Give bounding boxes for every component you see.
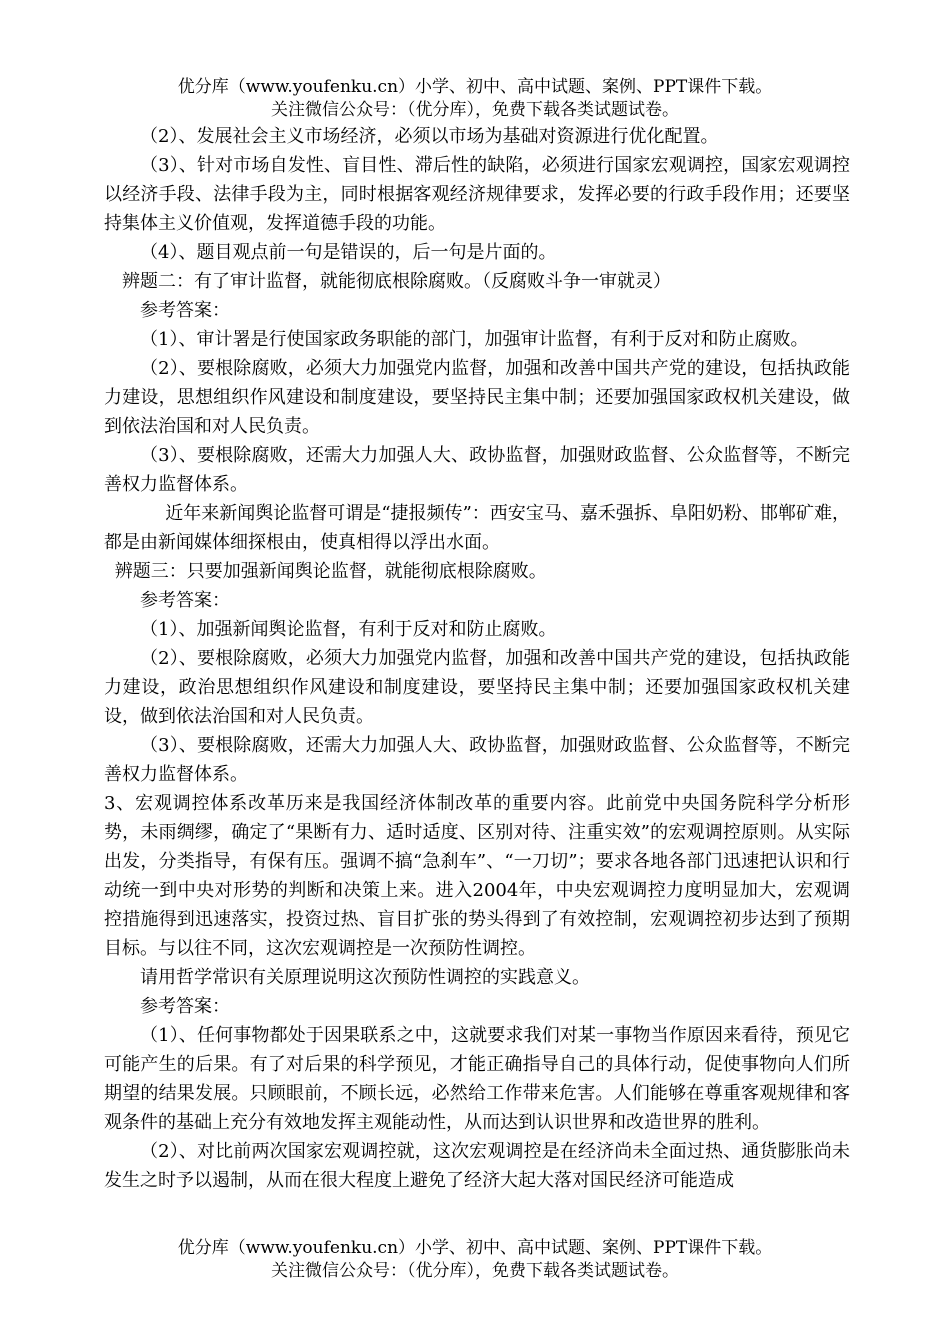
- paragraph: （2）、发展社会主义市场经济，必须以市场为基础对资源进行优化配置。: [140, 126, 719, 147]
- answer-label: 参考答案：: [140, 996, 230, 1017]
- footer-line-1: 优分库（www.youfenku.cn）小学、初中、高中试题、案例、PPT课件下载。: [177, 1238, 773, 1258]
- paragraph: （3）、针对市场自发性、盲目性、滞后性的缺陷，必须进行国家宏观调控，国家宏观调控以经济手段、法律手段为主，同时根据客观经济规律要求，发挥必要的行政手段作用；还要坚持集体主义价值观，发挥道德手段的功能。: [104, 155, 850, 234]
- page-footer: [0, 1237, 950, 1283]
- paragraph: （3）、要根除腐败，还需大力加强人大、政协监督，加强财政监督、公众监督等，不断完善权力监督体系。: [104, 445, 850, 495]
- paragraph: （1）、加强新闻舆论监督，有利于反对和防止腐败。: [140, 619, 557, 640]
- page-header: [0, 76, 950, 122]
- header-line-1: 优分库（www.youfenku.cn）小学、初中、高中试题、案例、PPT课件下载。: [177, 77, 773, 97]
- header-line-2: 关注微信公众号：（优分库），免费下载各类试题试卷。: [271, 100, 679, 120]
- paragraph: 近年来新闻舆论监督可谓是“捷报频传”：西安宝马、嘉禾强拆、阜阳奶粉、邯郸矿难，都是由新闻媒体细探根由，使真相得以浮出水面。: [104, 503, 850, 553]
- paragraph: （1）、审计署是行使国家政务职能的部门，加强审计监督，有利于反对和防止腐败。: [140, 329, 809, 350]
- question-prompt: 请用哲学常识有关原理说明这次预防性调控的实践意义。: [140, 967, 590, 988]
- paragraph: （2）、要根除腐败，必须大力加强党内监督，加强和改善中国共产党的建设，包括执政能力建设，思想组织作风建设和制度建设，要坚持民主集中制；还要加强国家政权机关建设，做到依法治国和对人民负责。: [104, 358, 850, 437]
- answer-label: 参考答案：: [140, 300, 230, 321]
- paragraph: （2）、对比前两次国家宏观调控就，这次宏观调控是在经济尚未全面过热、通货膨胀尚未发生之时予以遏制，从而在很大程度上避免了经济大起大落对国民经济可能造成: [104, 1141, 850, 1191]
- answer-label: 参考答案：: [140, 590, 230, 611]
- question-heading: 辨题三：只要加强新闻舆论监督，就能彻底根除腐败。: [114, 561, 547, 582]
- paragraph: （1）、任何事物都处于因果联系之中，这就要求我们对某一事物当作原因来看待，预见它可能产生的后果。有了对后果的科学预见，才能正确指导自己的具体行动，促使事物向人们所期望的结果发展。只顾眼前，不顾长远，必然给工作带来危害。人们能够在尊重客观规律和客观条件的基础上充分有效地发挥主观能动性，从而达到认识世界和改造世界的胜利。: [104, 1025, 850, 1133]
- paragraph: （3）、要根除腐败，还需大力加强人大、政协监督，加强财政监督、公众监督等，不断完善权力监督体系。: [104, 735, 850, 785]
- question-heading: 辨题二：有了审计监督，就能彻底根除腐败。（反腐败斗争一审就灵）: [122, 271, 671, 292]
- footer-line-2: 关注微信公众号：（优分库），免费下载各类试题试卷。: [271, 1261, 679, 1281]
- paragraph: （4）、题目观点前一句是错误的，后一句是片面的。: [140, 242, 557, 263]
- document-body: [104, 122, 850, 1195]
- paragraph: （2）、要根除腐败，必须大力加强党内监督，加强和改善中国共产党的建设，包括执政能力建设，政治思想组织作风建设和制度建设，要坚持民主集中制；还要加强国家政权机关建设，做到依法治国和对人民负责。: [104, 648, 850, 727]
- question-paragraph: 3、宏观调控体系改革历来是我国经济体制改革的重要内容。此前党中央国务院科学分析形势，未雨绸缪，确定了“果断有力、适时适度、区别对待、注重实效”的宏观调控原则。从实际出发，分类指导，有保有压。强调不搞“急刹车”、“一刀切”；要求各地各部门迅速把认识和行动统一到中央对形势的判断和决策上来。进入2004年，中央宏观调控力度明显加大，宏观调控措施得到迅速落实，投资过热、盲目扩张的势头得到了有效控制，宏观调控初步达到了预期目标。与以往不同，这次宏观调控是一次预防性调控。: [104, 793, 850, 959]
